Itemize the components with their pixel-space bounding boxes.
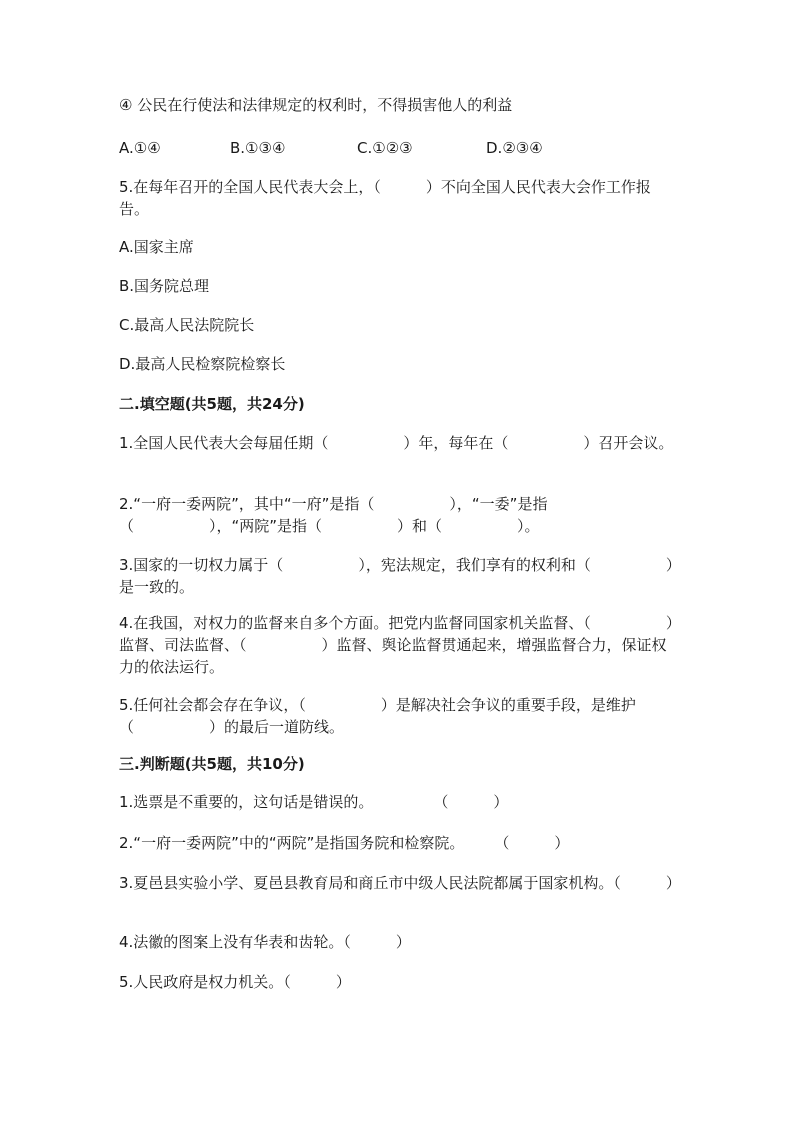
q4-option-b: B.①③④ (230, 139, 286, 157)
judge-question-1: 1.选票是不重要的，这句话是错误的。 （ ） (119, 793, 509, 811)
choice-question-5: 5.在每年召开的全国人民代表大会上，（ ）不向全国人民代表大会作工作报告。 (119, 178, 651, 218)
q4-option-d: D.②③④ (486, 139, 543, 157)
section-judgment-heading: 三.判断题(共5题，共10分) (119, 755, 305, 773)
q5-option-d: D.最高人民检察院检察长 (119, 355, 286, 373)
q5-option-b: B.国务院总理 (119, 277, 210, 295)
judge-question-2: 2.“一府一委两院”中的“两院”是指国务院和检察院。 （ ） (119, 834, 570, 852)
q4-option-c: C.①②③ (357, 139, 413, 157)
q5-option-c: C.最高人民法院院长 (119, 316, 255, 334)
q5-option-a: A.国家主席 (119, 238, 194, 256)
judge-question-5: 5.人民政府是权力机关。（ ） (119, 973, 351, 991)
judge-question-4: 4.法徽的图案上没有华表和齿轮。（ ） (119, 933, 411, 951)
fill-question-4: 4.在我国，对权力的监督来自多个方面。把党内监督同国家机关监督、（ ）监督、司法监督、（ ）监督、舆论监督贯通起来，增强监督合力，保证权力的依法运行。 (119, 614, 674, 676)
fill-question-5: 5.任何社会都会存在争议，（ ）是解决社会争议的重要手段，是维护（ ）的最后一道防线。 (119, 696, 636, 736)
fill-question-2: 2.“一府一委两院”，其中“一府”是指（ ），“一委”是指（ ），“两院”是指（ ）和（ ）。 (119, 495, 548, 535)
q4-option-a: A.①④ (119, 139, 161, 157)
statement-4: ④ 公民在行使法和法律规定的权利时，不得损害他人的利益 (119, 96, 513, 114)
fill-question-3: 3.国家的一切权力属于（ ），宪法规定，我们享有的权利和（ ）是一致的。 (119, 556, 674, 596)
section-fill-blank-heading: 二.填空题(共5题，共24分) (119, 395, 305, 413)
judge-question-3: 3.夏邑县实验小学、夏邑县教育局和商丘市中级人民法院都属于国家机构。（ ） (119, 874, 681, 892)
fill-question-1: 1.全国人民代表大会每届任期（ ）年，每年在（ ）召开会议。 (119, 434, 674, 452)
